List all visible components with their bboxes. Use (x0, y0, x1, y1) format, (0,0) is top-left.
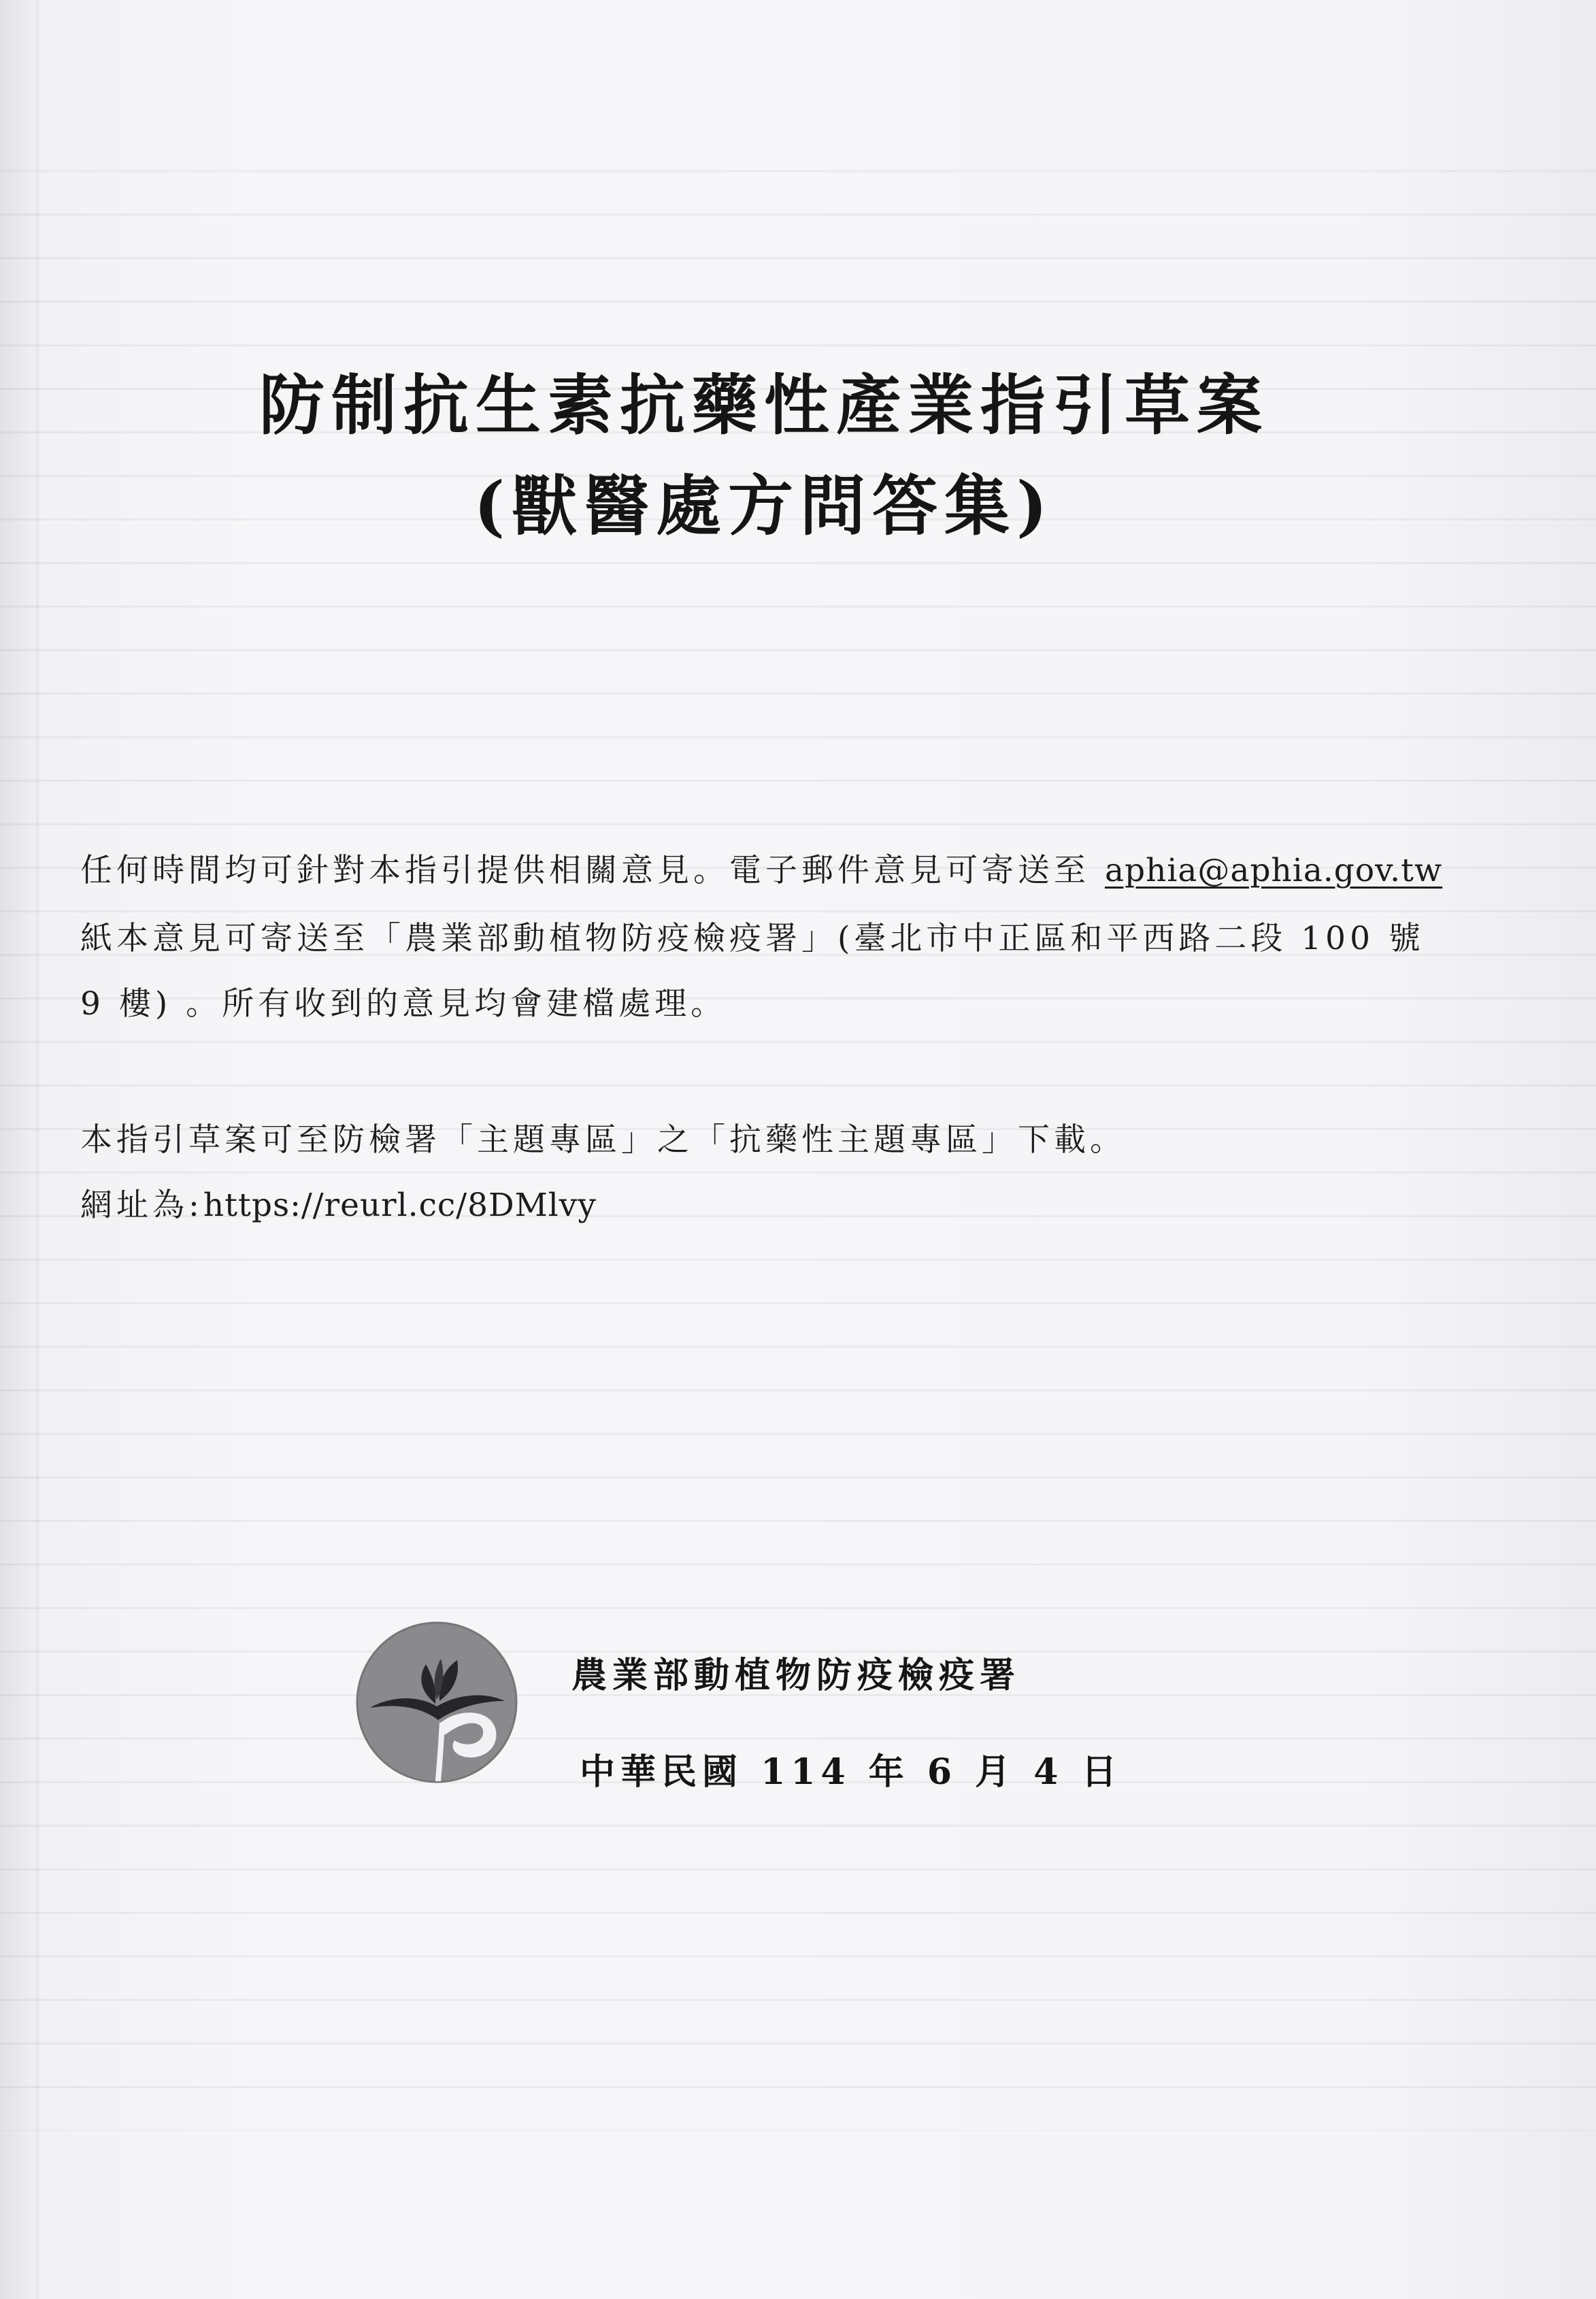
document-subtitle: (獸醫處方問答集) (473, 467, 1054, 544)
comment-instructions-line-3: 9 樓) 。所有收到的意見均會建檔處理。 (80, 985, 727, 1023)
issuing-agency: 農業部動植物防疫檢疫署 (571, 1655, 1021, 1696)
comment-instructions-line-1 (80, 850, 1454, 891)
download-url-line (80, 1185, 1454, 1226)
issue-date: 中華民國 114 年 6 月 4 日 (580, 1751, 1123, 1793)
email-intro-text: 任何時間均可針對本指引提供相關意見。電子郵件意見可寄送至 (80, 852, 1090, 889)
document-title: 防制抗生素抗藥性產業指引草案 (259, 367, 1269, 444)
comment-instructions-line-2: 紙本意見可寄送至「農業部動植物防疫檢疫署」(臺北市中正區和平西路二段 100 號 (80, 920, 1425, 957)
agency-emblem-icon (355, 1621, 518, 1784)
url-label: 網址為: (80, 1187, 203, 1224)
email-link[interactable]: aphia@aphia.gov.tw (1105, 852, 1443, 889)
download-instructions: 本指引草案可至防檢署「主題專區」之「抗藥性主題專區」下載。 (80, 1121, 1126, 1159)
page-fold-shadow (35, 0, 39, 2299)
download-url-link[interactable]: https://reurl.cc/8DMlvy (203, 1187, 597, 1224)
